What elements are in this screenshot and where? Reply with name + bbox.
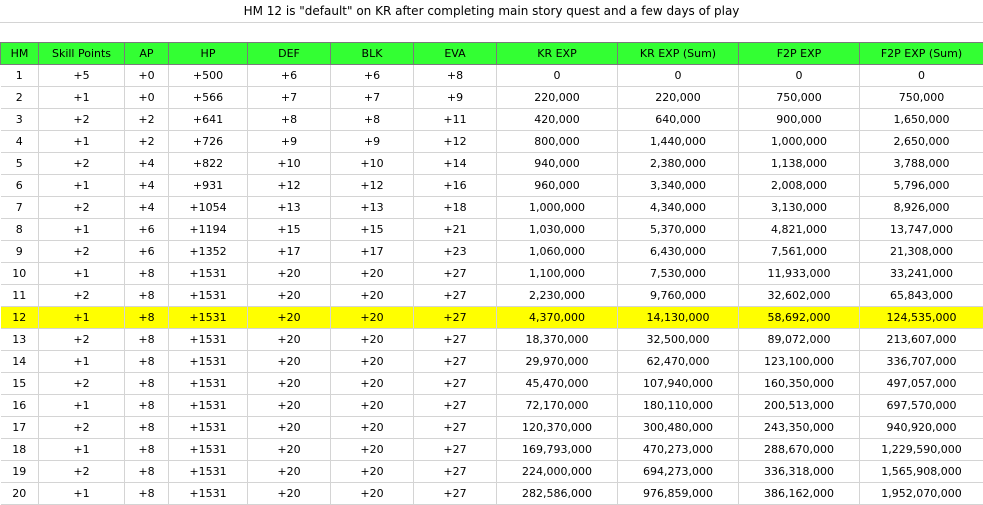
table-cell[interactable]: +8 — [248, 109, 331, 131]
table-cell[interactable]: 976,859,000 — [618, 483, 739, 505]
table-row — [1, 395, 983, 417]
table-cell[interactable]: 8 — [1, 219, 39, 241]
table-cell[interactable]: 3,788,000 — [860, 153, 983, 175]
table-cell[interactable]: +6 — [331, 65, 414, 87]
table-cell[interactable]: +1531 — [169, 373, 248, 395]
table-row — [1, 417, 983, 439]
table-cell[interactable]: +1531 — [169, 439, 248, 461]
table-cell[interactable]: +27 — [414, 351, 497, 373]
header-row — [1, 43, 983, 65]
table-cell[interactable]: +27 — [414, 329, 497, 351]
table-cell[interactable]: 1,138,000 — [739, 153, 860, 175]
table-cell[interactable]: 2,650,000 — [860, 131, 983, 153]
table-cell[interactable]: 640,000 — [618, 109, 739, 131]
table-cell[interactable]: 14,130,000 — [618, 307, 739, 329]
table-row — [1, 263, 983, 285]
table-cell[interactable]: +1 — [39, 263, 125, 285]
table-row — [1, 197, 983, 219]
table-cell[interactable]: 5,796,000 — [860, 175, 983, 197]
table-cell[interactable]: +17 — [331, 241, 414, 263]
table-cell[interactable]: +1 — [39, 131, 125, 153]
table-cell[interactable]: +20 — [248, 417, 331, 439]
table-cell[interactable]: 7 — [1, 197, 39, 219]
table-cell[interactable]: 0 — [860, 65, 983, 87]
table-cell[interactable]: 1,229,590,000 — [860, 439, 983, 461]
table-cell[interactable]: 750,000 — [860, 87, 983, 109]
table-cell[interactable]: 58,692,000 — [739, 307, 860, 329]
header-cell[interactable]: AP — [125, 43, 169, 65]
table-cell[interactable]: +20 — [248, 439, 331, 461]
table-cell[interactable]: 65,843,000 — [860, 285, 983, 307]
table-row — [1, 65, 983, 87]
table-cell[interactable]: +4 — [125, 197, 169, 219]
table-cell[interactable]: +1194 — [169, 219, 248, 241]
table-cell[interactable]: +27 — [414, 285, 497, 307]
table-cell[interactable]: +8 — [125, 439, 169, 461]
table-cell[interactable]: +1 — [39, 87, 125, 109]
table-cell[interactable]: +20 — [331, 373, 414, 395]
table-cell[interactable]: 120,370,000 — [497, 417, 618, 439]
table-cell[interactable]: 7,530,000 — [618, 263, 739, 285]
table-cell[interactable]: 19 — [1, 461, 39, 483]
table-cell[interactable]: +2 — [39, 197, 125, 219]
table-cell[interactable]: 1,440,000 — [618, 131, 739, 153]
table-cell[interactable]: +7 — [331, 87, 414, 109]
table-row — [1, 285, 983, 307]
table-cell[interactable]: +2 — [39, 241, 125, 263]
table-cell[interactable]: 5 — [1, 153, 39, 175]
table-row — [1, 329, 983, 351]
table-cell[interactable]: 1,030,000 — [497, 219, 618, 241]
table-cell[interactable]: +566 — [169, 87, 248, 109]
table-cell[interactable]: +2 — [125, 109, 169, 131]
table-cell[interactable]: 697,570,000 — [860, 395, 983, 417]
table-cell[interactable]: 124,535,000 — [860, 307, 983, 329]
table-cell[interactable]: +0 — [125, 87, 169, 109]
table-cell[interactable]: 2,008,000 — [739, 175, 860, 197]
table-cell[interactable]: +1352 — [169, 241, 248, 263]
table-cell[interactable]: +10 — [248, 153, 331, 175]
table-cell[interactable]: 694,273,000 — [618, 461, 739, 483]
table-cell[interactable]: 900,000 — [739, 109, 860, 131]
table-cell[interactable]: +12 — [331, 175, 414, 197]
table-cell[interactable]: 220,000 — [497, 87, 618, 109]
table-cell[interactable]: +1 — [39, 307, 125, 329]
table-cell[interactable]: +27 — [414, 461, 497, 483]
table-cell[interactable]: 180,110,000 — [618, 395, 739, 417]
table-row — [1, 175, 983, 197]
table-cell[interactable]: +641 — [169, 109, 248, 131]
table-cell[interactable]: +9 — [331, 131, 414, 153]
table-cell[interactable]: +500 — [169, 65, 248, 87]
table-cell[interactable]: 3 — [1, 109, 39, 131]
table-cell[interactable]: 2,230,000 — [497, 285, 618, 307]
table-cell[interactable]: 243,350,000 — [739, 417, 860, 439]
table-cell[interactable]: 32,500,000 — [618, 329, 739, 351]
table-cell[interactable]: +27 — [414, 483, 497, 505]
table-cell[interactable]: +18 — [414, 197, 497, 219]
table-row — [1, 131, 983, 153]
table-cell[interactable]: +726 — [169, 131, 248, 153]
table-cell[interactable]: +6 — [125, 241, 169, 263]
header-cell[interactable]: KR EXP — [497, 43, 618, 65]
table-cell[interactable]: 1,060,000 — [497, 241, 618, 263]
table-cell[interactable]: 107,940,000 — [618, 373, 739, 395]
table-cell[interactable]: +0 — [125, 65, 169, 87]
table-cell[interactable]: 160,350,000 — [739, 373, 860, 395]
table-row — [1, 483, 983, 505]
table-cell[interactable]: +8 — [125, 373, 169, 395]
table-cell[interactable]: +8 — [331, 109, 414, 131]
table-cell[interactable]: 1,565,908,000 — [860, 461, 983, 483]
table-row — [1, 373, 983, 395]
table-cell[interactable]: +27 — [414, 439, 497, 461]
table-cell[interactable]: +12 — [414, 131, 497, 153]
table-cell[interactable]: +1 — [39, 219, 125, 241]
table-cell[interactable]: +1531 — [169, 483, 248, 505]
table-cell[interactable]: +8 — [125, 351, 169, 373]
table-cell[interactable]: 0 — [497, 65, 618, 87]
table-cell[interactable]: +1 — [39, 483, 125, 505]
table-cell[interactable]: +20 — [331, 395, 414, 417]
table-cell[interactable]: +20 — [248, 395, 331, 417]
table-cell[interactable]: 4,821,000 — [739, 219, 860, 241]
table-cell[interactable]: +17 — [248, 241, 331, 263]
table-cell[interactable]: +2 — [39, 109, 125, 131]
table-cell[interactable]: 1,650,000 — [860, 109, 983, 131]
table-cell[interactable]: +20 — [331, 263, 414, 285]
table-cell[interactable]: +6 — [248, 65, 331, 87]
table-cell[interactable]: +1531 — [169, 417, 248, 439]
table-cell[interactable]: +1 — [39, 175, 125, 197]
table-cell[interactable]: 6,430,000 — [618, 241, 739, 263]
table-cell[interactable]: +8 — [414, 65, 497, 87]
table-cell[interactable]: 62,470,000 — [618, 351, 739, 373]
table-cell[interactable]: 0 — [618, 65, 739, 87]
table-cell[interactable]: +20 — [248, 263, 331, 285]
table-cell[interactable]: +1531 — [169, 461, 248, 483]
header-cell[interactable]: KR EXP (Sum) — [618, 43, 739, 65]
table-cell[interactable]: 18 — [1, 439, 39, 461]
table-cell[interactable]: +20 — [248, 307, 331, 329]
table-row — [1, 219, 983, 241]
table-row — [1, 153, 983, 175]
table-cell[interactable]: 1,000,000 — [497, 197, 618, 219]
table-cell[interactable]: +8 — [125, 395, 169, 417]
table-cell[interactable]: +20 — [331, 417, 414, 439]
table-cell[interactable]: 4,370,000 — [497, 307, 618, 329]
table-cell[interactable]: +20 — [331, 285, 414, 307]
table-cell[interactable]: 4,340,000 — [618, 197, 739, 219]
table-cell[interactable]: +23 — [414, 241, 497, 263]
table-cell[interactable]: 10 — [1, 263, 39, 285]
table-cell[interactable]: +2 — [39, 329, 125, 351]
table-cell[interactable]: +1 — [39, 351, 125, 373]
table-cell[interactable]: +20 — [248, 285, 331, 307]
table-cell[interactable]: 213,607,000 — [860, 329, 983, 351]
table-cell[interactable]: 8,926,000 — [860, 197, 983, 219]
table-cell[interactable]: 21,308,000 — [860, 241, 983, 263]
table-cell[interactable]: 32,602,000 — [739, 285, 860, 307]
table-cell[interactable]: 14 — [1, 351, 39, 373]
table-cell[interactable]: +27 — [414, 307, 497, 329]
table-cell[interactable]: 3,340,000 — [618, 175, 739, 197]
table-cell[interactable]: +11 — [414, 109, 497, 131]
table-cell[interactable]: 169,793,000 — [497, 439, 618, 461]
table-cell[interactable]: 336,318,000 — [739, 461, 860, 483]
table-cell[interactable]: 200,513,000 — [739, 395, 860, 417]
table-cell[interactable]: +2 — [39, 373, 125, 395]
table-cell[interactable]: 0 — [739, 65, 860, 87]
table-cell[interactable]: 336,707,000 — [860, 351, 983, 373]
header-cell[interactable]: F2P EXP (Sum) — [860, 43, 983, 65]
table-cell[interactable]: 45,470,000 — [497, 373, 618, 395]
table-cell[interactable]: 9,760,000 — [618, 285, 739, 307]
table-cell[interactable]: +20 — [248, 483, 331, 505]
table-cell[interactable]: 3,130,000 — [739, 197, 860, 219]
table-cell[interactable]: +6 — [125, 219, 169, 241]
table-cell[interactable]: +2 — [125, 131, 169, 153]
table-cell[interactable]: 800,000 — [497, 131, 618, 153]
table-cell[interactable]: +21 — [414, 219, 497, 241]
table-cell[interactable]: +1 — [39, 395, 125, 417]
table-cell[interactable]: 288,670,000 — [739, 439, 860, 461]
table-cell[interactable]: +27 — [414, 263, 497, 285]
table-cell[interactable]: +20 — [331, 483, 414, 505]
table-row — [1, 439, 983, 461]
header-cell[interactable]: HP — [169, 43, 248, 65]
table-cell[interactable]: +931 — [169, 175, 248, 197]
header-cell[interactable]: BLK — [331, 43, 414, 65]
table-cell[interactable]: +16 — [414, 175, 497, 197]
header-cell[interactable]: EVA — [414, 43, 497, 65]
table-cell[interactable]: +8 — [125, 417, 169, 439]
table-cell[interactable]: +27 — [414, 417, 497, 439]
table-cell[interactable]: +9 — [248, 131, 331, 153]
table-cell[interactable]: +5 — [39, 65, 125, 87]
table-row — [1, 241, 983, 263]
table-cell[interactable]: 33,241,000 — [860, 263, 983, 285]
table-cell[interactable]: 940,920,000 — [860, 417, 983, 439]
table-cell[interactable]: +8 — [125, 483, 169, 505]
table-cell[interactable]: 224,000,000 — [497, 461, 618, 483]
table-cell[interactable]: 1,952,070,000 — [860, 483, 983, 505]
table-cell[interactable]: 960,000 — [497, 175, 618, 197]
table-cell[interactable]: +20 — [248, 351, 331, 373]
table-cell[interactable]: +8 — [125, 461, 169, 483]
table-cell[interactable]: 16 — [1, 395, 39, 417]
table-cell[interactable]: +20 — [248, 373, 331, 395]
table-cell[interactable]: +15 — [248, 219, 331, 241]
header-cell[interactable]: DEF — [248, 43, 331, 65]
table-cell[interactable]: 2,380,000 — [618, 153, 739, 175]
table-cell[interactable]: +1531 — [169, 351, 248, 373]
table-cell[interactable]: +9 — [414, 87, 497, 109]
hm-table — [0, 42, 983, 505]
table-cell[interactable]: 20 — [1, 483, 39, 505]
table-row — [1, 307, 983, 329]
table-cell[interactable]: 282,586,000 — [497, 483, 618, 505]
table-cell[interactable]: +20 — [331, 307, 414, 329]
table-cell[interactable]: 470,273,000 — [618, 439, 739, 461]
table-cell[interactable]: 89,072,000 — [739, 329, 860, 351]
table-cell[interactable]: +822 — [169, 153, 248, 175]
table-cell[interactable]: 420,000 — [497, 109, 618, 131]
table-cell[interactable]: +2 — [39, 153, 125, 175]
table-cell[interactable]: 18,370,000 — [497, 329, 618, 351]
table-cell[interactable]: 9 — [1, 241, 39, 263]
table-cell[interactable]: 7,561,000 — [739, 241, 860, 263]
table-cell[interactable]: 497,057,000 — [860, 373, 983, 395]
table-row — [1, 461, 983, 483]
table-cell[interactable]: 12 — [1, 307, 39, 329]
table-cell[interactable]: 1 — [1, 65, 39, 87]
table-cell[interactable]: 220,000 — [618, 87, 739, 109]
table-cell[interactable]: +1054 — [169, 197, 248, 219]
table-cell[interactable]: +15 — [331, 219, 414, 241]
table-cell[interactable]: +4 — [125, 153, 169, 175]
header-cell[interactable]: Skill Points — [39, 43, 125, 65]
table-cell[interactable]: +1531 — [169, 263, 248, 285]
table-cell[interactable]: +1531 — [169, 329, 248, 351]
table-cell[interactable]: +1 — [39, 439, 125, 461]
table-cell[interactable]: +13 — [331, 197, 414, 219]
table-cell[interactable]: +8 — [125, 329, 169, 351]
header-cell[interactable]: HM — [1, 43, 39, 65]
table-cell[interactable]: 750,000 — [739, 87, 860, 109]
table-cell[interactable]: +7 — [248, 87, 331, 109]
table-cell[interactable]: 1,000,000 — [739, 131, 860, 153]
table-cell[interactable]: 2 — [1, 87, 39, 109]
table-cell[interactable]: +1531 — [169, 285, 248, 307]
table-cell[interactable]: +10 — [331, 153, 414, 175]
table-cell[interactable]: +2 — [39, 461, 125, 483]
table-cell[interactable]: +2 — [39, 285, 125, 307]
table-cell[interactable]: 13,747,000 — [860, 219, 983, 241]
table-cell[interactable]: +4 — [125, 175, 169, 197]
table-cell[interactable]: +1531 — [169, 307, 248, 329]
table-cell[interactable]: +20 — [331, 439, 414, 461]
table-cell[interactable]: +12 — [248, 175, 331, 197]
table-cell[interactable]: +20 — [248, 329, 331, 351]
table-cell[interactable]: +13 — [248, 197, 331, 219]
sheet-title: HM 12 is "default" on KR after completing main story quest and a few days of play — [0, 0, 983, 23]
table-cell[interactable]: 11 — [1, 285, 39, 307]
table-cell[interactable]: 13 — [1, 329, 39, 351]
table-cell[interactable]: +1531 — [169, 395, 248, 417]
table-cell[interactable]: +27 — [414, 395, 497, 417]
table-cell[interactable]: 15 — [1, 373, 39, 395]
table-cell[interactable]: +8 — [125, 263, 169, 285]
table-cell[interactable]: +20 — [248, 461, 331, 483]
table-cell[interactable]: 1,100,000 — [497, 263, 618, 285]
table-cell[interactable]: +8 — [125, 285, 169, 307]
table-cell[interactable]: 940,000 — [497, 153, 618, 175]
table-body — [1, 65, 983, 505]
table-cell[interactable]: 5,370,000 — [618, 219, 739, 241]
table-cell[interactable]: 72,170,000 — [497, 395, 618, 417]
table-cell[interactable]: +8 — [125, 307, 169, 329]
table-cell[interactable]: 17 — [1, 417, 39, 439]
table-cell[interactable]: 29,970,000 — [497, 351, 618, 373]
table-cell[interactable]: 300,480,000 — [618, 417, 739, 439]
table-cell[interactable]: 123,100,000 — [739, 351, 860, 373]
header-cell[interactable]: F2P EXP — [739, 43, 860, 65]
table-cell[interactable]: +27 — [414, 373, 497, 395]
table-row — [1, 109, 983, 131]
table-row — [1, 351, 983, 373]
table-row — [1, 87, 983, 109]
table-cell[interactable]: +14 — [414, 153, 497, 175]
table-cell[interactable]: 386,162,000 — [739, 483, 860, 505]
empty-row — [0, 23, 983, 43]
table-cell[interactable]: +20 — [331, 461, 414, 483]
table-cell[interactable]: 6 — [1, 175, 39, 197]
table-cell[interactable]: +2 — [39, 417, 125, 439]
table-cell[interactable]: 4 — [1, 131, 39, 153]
table-cell[interactable]: 11,933,000 — [739, 263, 860, 285]
table-cell[interactable]: +20 — [331, 351, 414, 373]
table-cell[interactable]: +20 — [331, 329, 414, 351]
